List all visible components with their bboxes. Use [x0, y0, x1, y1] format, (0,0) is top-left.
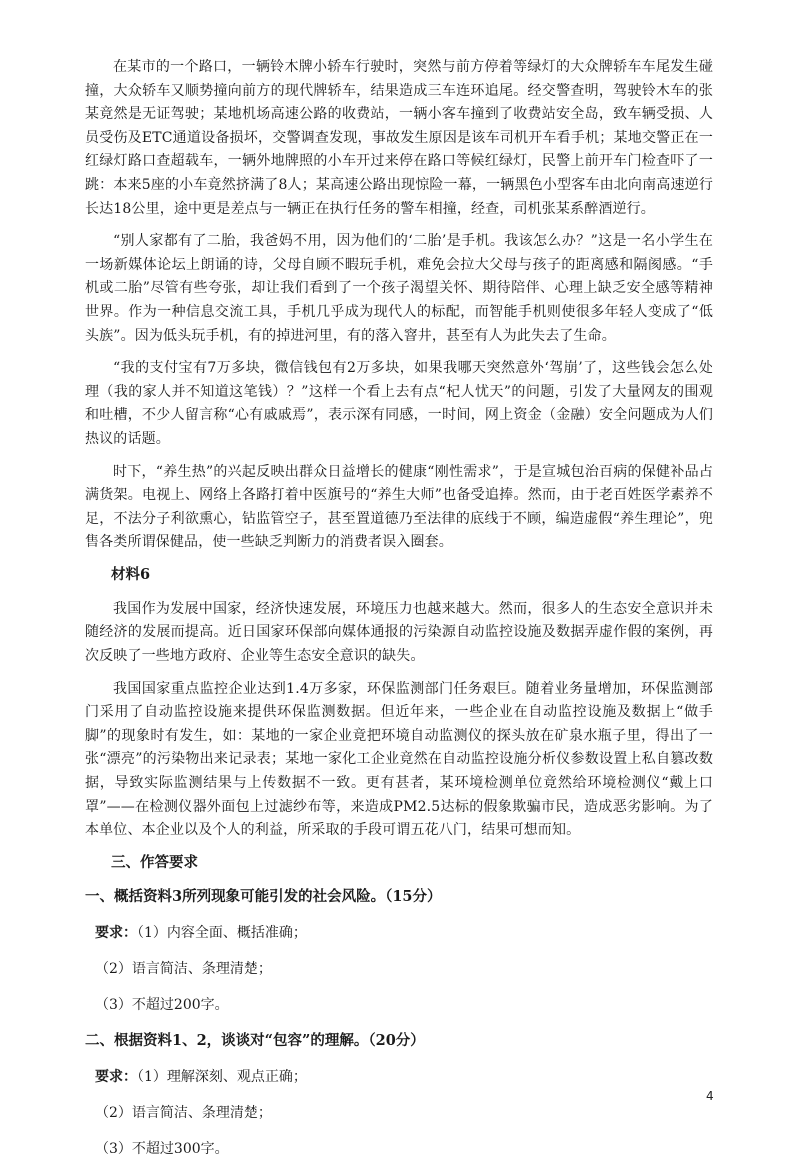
task2-req-label: 要求：: [95, 1068, 137, 1085]
paragraph-phone-second-child: “别人家都有了二胎，我爸妈不用，因为他们的‘二胎’是手机。我该怎么办？”这是一名小学生在一场新媒体论坛上朗诵的诗，父母自顾不暇玩手机，难免会拉大父母与孩子的距离感和隔阂感。“手机或二胎”尽管有些夸张，却让我们看到了一个孩子渴望关怀、期待陪伴、心理上缺乏安全感等精神世界。作为一种信息交流工具，手机几乎成为现代人的标配，而智能手机则使很多年轻人变成了“低头族”。因为低头玩手机，有的掉进河里，有的落入窨井，甚至有人为此失去了生命。: [85, 233, 713, 344]
document-body: [85, 56, 713, 1174]
task2-req-item: （3）不超过300字。: [95, 1140, 229, 1157]
answer-requirements-heading: 三、作答要求: [111, 853, 198, 871]
paragraph-health-craze: 时下，“养生热”的兴起反映出群众日益增长的健康“刚性需求”，于是宣城包治百病的保健补品占满货架。电视上、网络上各路打着中医旗号的“养生大师”也备受追捧。然而，由于老百姓医学素养不足，不法分子利欲熏心，钻监管空子，甚至置道德乃至法律的底线于不顾，编造虚假“养生理论”，兜售各类所谓保健品，使一些缺乏判断力的消费者误入圈套。: [85, 463, 713, 551]
task2-title: 二、根据资料1、2，谈谈对“包容”的理解。（20分）: [85, 1031, 425, 1049]
task1-title: 一、概括资料3所列现象可能引发的社会风险。（15分）: [85, 887, 442, 905]
paragraph-online-funds: “我的支付宝有7万多块，微信钱包有2万多块，如果我哪天突然意外‘驾崩’了，这些钱会怎么处理（我的家人并不知道这笔钱）？”这样一个看上去有点“杞人忧天”的问题，引发了大量网友的围观和吐槽，不少人留言称“心有戚戚焉”，表示深有同感，一时间，网上资金（金融）安全问题成为人们热议的话题。: [85, 360, 713, 447]
paragraph-monitoring-fraud: 我国国家重点监控企业达到1.4万多家，环保监测部门任务艰巨。随着业务量增加，环保监测部门采用了自动监控设施来提供环保监测数据。但近年来，一些企业在自动监控设施及数据上“做手脚”的现象时有发生，如：某地的一家企业竟把环境自动监测仪的探头放在矿泉水瓶子里，得出了一张“漂亮”的污染物出来记录表；某地一家化工企业竟然在自动监控设施分析仪参数设置上私自篡改数据，导致实际监测结果与上传数据不一致。更有甚者，某环境检测单位竟然给环境检测仪“戴上口罩”——在检测仪器外面包上过滤纱布等，来造成PM2.5达标的假象欺骗市民，造成恶劣影响。为了本单位、本企业以及个人的利益，所采取的手段可谓五花八门，结果可想而知。: [85, 680, 713, 839]
paragraph-traffic-incidents: 在某市的一个路口，一辆铃木牌小轿车行驶时，突然与前方停着等绿灯的大众牌轿车车尾发生碰撞，大众轿车又顺势撞向前方的现代牌轿车，结果造成三车连环追尾。经交警查明，驾驶铃木车的张某竟然是无证驾驶；某地机场高速公路的收费站，一辆小客车撞到了收费站安全岛，致车辆受损、人员受伤及ETC通道设备损坏，交警调查发现，事故发生原因是该车司机开车看手机；某地交警正在一红绿灯路口查超载车，一辆外地牌照的小车开过来停在路口等候红绿灯，民警上前开车门检查吓了一跳：本来5座的小车竟然挤满了8人；某高速公路出现惊险一幕，一辆黑色小型客车由北向南高速逆行长达18公里，途中更是差点与一辆正在执行任务的警车相撞，经查，司机张某系醉酒逆行。: [85, 59, 713, 217]
page-number: 4: [706, 1089, 714, 1103]
task1-req-item: （3）不超过200字。: [95, 996, 229, 1013]
task1-req-item: （2）语言简洁、条理清楚；: [95, 960, 272, 977]
task1-requirement: [95, 922, 713, 944]
task2-req-item: （2）语言简洁、条理清楚；: [95, 1104, 272, 1121]
task2-requirement: [95, 1066, 713, 1088]
material6-heading: 材料6: [111, 565, 151, 583]
paragraph-ecology-awareness: 我国作为发展中国家，经济快速发展，环境压力也越来越大。然而，很多人的生态安全意识并未随经济的发展而提高。近日国家环保部向媒体通报的污染源自动监控设施及数据弄虚作假的案例，再次反映了一些地方政府、企业等生态安全意识的缺失。: [85, 600, 713, 665]
task1-req-label: 要求：: [95, 924, 137, 941]
task1-req-first: （1）内容全面、概括准确；: [137, 924, 307, 941]
task2-req-first: （1）理解深刻、观点正确；: [137, 1068, 307, 1085]
